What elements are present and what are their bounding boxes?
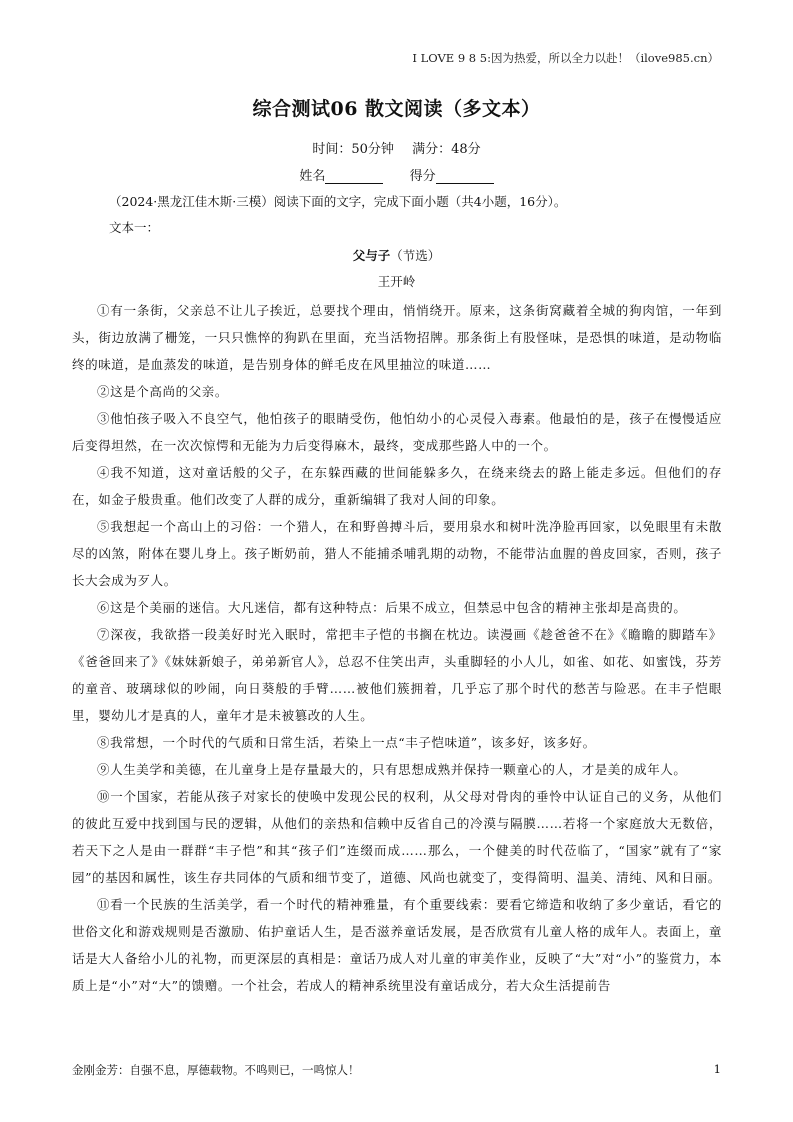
instruction: （2024·黑龙江佳木斯·三模）阅读下面的文字，完成下面小题（共4小题，16分）。 bbox=[109, 194, 567, 209]
name-label: 姓名 bbox=[299, 169, 326, 184]
grade-label: 得分 bbox=[409, 169, 436, 184]
exam-meta bbox=[0, 138, 793, 157]
paragraph-11: ⑪看一个民族的生活美学，看一个时代的精神雅量，有个重要线索：要看它缔造和收纳了多少童话，看它的世俗文化和游戏规则是否激励、佑护童话人生，是否滋养童话发展，是否欣赏有儿童人格的成年人。表面上，童话是大人备给小儿的礼物，而更深层的真相是：童话乃成人对儿童的审美作业，反映了“大”对“小”的鉴赏力，本质上是“小”对“大”的馈赠。一个社会，若成人的精神系统里没有童话成分，若大众生活提前告 bbox=[72, 897, 722, 993]
time-limit: 时间：50分钟 bbox=[312, 142, 394, 157]
article-title-note: （节选） bbox=[390, 248, 441, 263]
name-blank[interactable] bbox=[325, 170, 383, 184]
paragraph-7: ⑦深夜，我欲搭一段美好时光入眠时，常把丰子恺的书搁在枕边。读漫画《趁爸爸不在》《瞻瞻的脚踏车》《爸爸回来了》《妹妹新娘子，弟弟新官人》，总忍不住笑出声，头重脚轻的小人儿，如雀、如花、如蜜饯，芬芳的童音、玻璃球似的吵闹，向日葵般的手臂……被他们簇拥着，几乎忘了那个时代的愁苦与险恶。在丰子恺眼里，婴幼儿才是真的人，童年才是未被篡改的人生。 bbox=[72, 627, 722, 723]
full-score: 满分：48分 bbox=[412, 142, 481, 157]
paragraph-4: ④我不知道，这对童话般的父子，在东躲西藏的世间能躲多久，在绕来绕去的路上能走多远。但他们的存在，如金子般贵重。他们改变了人群的成分，重新编辑了我对人间的印象。 bbox=[72, 465, 722, 507]
paragraph-9: ⑨人生美学和美德，在儿童身上是存量最大的，只有思想成熟并保持一颗童心的人，才是美的成年人。 bbox=[97, 762, 687, 777]
footer-motto: 金刚金芳：自强不息，厚德载物。不鸣则已，一鸣惊人！ bbox=[72, 1063, 360, 1077]
paragraph-10: ⑩一个国家，若能从孩子对家长的使唤中发现公民的权利，从父母对骨肉的垂怜中认证自己的义务，从他们的彼此互爱中找到国与民的逻辑，从他们的亲热和信赖中反省自己的冷漠与隔膜……若将一个家庭放大无数倍，若天下之人是由一群群“丰子恺”和其“孩子们”连缀而成……那么，一个健美的时代莅临了，“国家”就有了“家园”的基因和属性，该生存共同体的气质和细节变了，道德、风尚也就变了，变得简明、温美、清纯、风和日丽。 bbox=[72, 789, 722, 885]
name-score-row bbox=[0, 165, 793, 184]
article-title bbox=[0, 246, 793, 264]
paragraph-2: ②这是个高尚的父亲。 bbox=[97, 384, 229, 399]
page-number: 1 bbox=[713, 1062, 721, 1076]
article-author: 王开岭 bbox=[377, 274, 416, 289]
paragraph-6: ⑥这是个美丽的迷信。大凡迷信，都有这种特点：后果不成立，但禁忌中包含的精神主张却是高贵的。 bbox=[97, 600, 687, 615]
paragraph-3: ③他怕孩子吸入不良空气，他怕孩子的眼睛受伤，他怕幼小的心灵侵入毒素。他最怕的是，孩子在慢慢适应后变得坦然，在一次次惊愕和无能为力后变得麻木，最终，变成那些路人中的一个。 bbox=[72, 411, 722, 453]
paragraph-1: ①有一条街，父亲总不让儿子挨近，总要找个理由，悄悄绕开。原来，这条街窝藏着全城的狗肉馆，一年到头，街边放满了栅笼，一只只憔悴的狗趴在里面，充当活物招牌。那条街上有股怪味，是恐惧的味道，是动物临终的味道，是血蒸发的味道，是告别身体的鲜毛皮在风里抽泣的味道…… bbox=[72, 303, 722, 372]
paragraph-8: ⑧我常想，一个时代的气质和日常生活，若染上一点“丰子恺味道”，该多好，该多好。 bbox=[97, 735, 596, 750]
header-note: I LOVE 9 8 5:因为热爱，所以全力以赴！（ilove985.cn） bbox=[412, 51, 719, 65]
paragraph-5: ⑤我想起一个高山上的习俗：一个猎人，在和野兽搏斗后，要用泉水和树叶洗净脸再回家，以免眼里有未散尽的凶煞，附体在婴儿身上。孩子断奶前，猎人不能捕杀哺乳期的动物，不能带沾血腥的兽皮回家，否则，孩子长大会成为歹人。 bbox=[72, 519, 722, 588]
text-label: 文本一： bbox=[109, 220, 160, 235]
article-title-main: 父与子 bbox=[352, 248, 391, 263]
page-title: 综合测试06 散文阅读（多文本） bbox=[252, 98, 541, 120]
grade-blank[interactable] bbox=[436, 170, 494, 184]
article-body bbox=[72, 297, 722, 999]
